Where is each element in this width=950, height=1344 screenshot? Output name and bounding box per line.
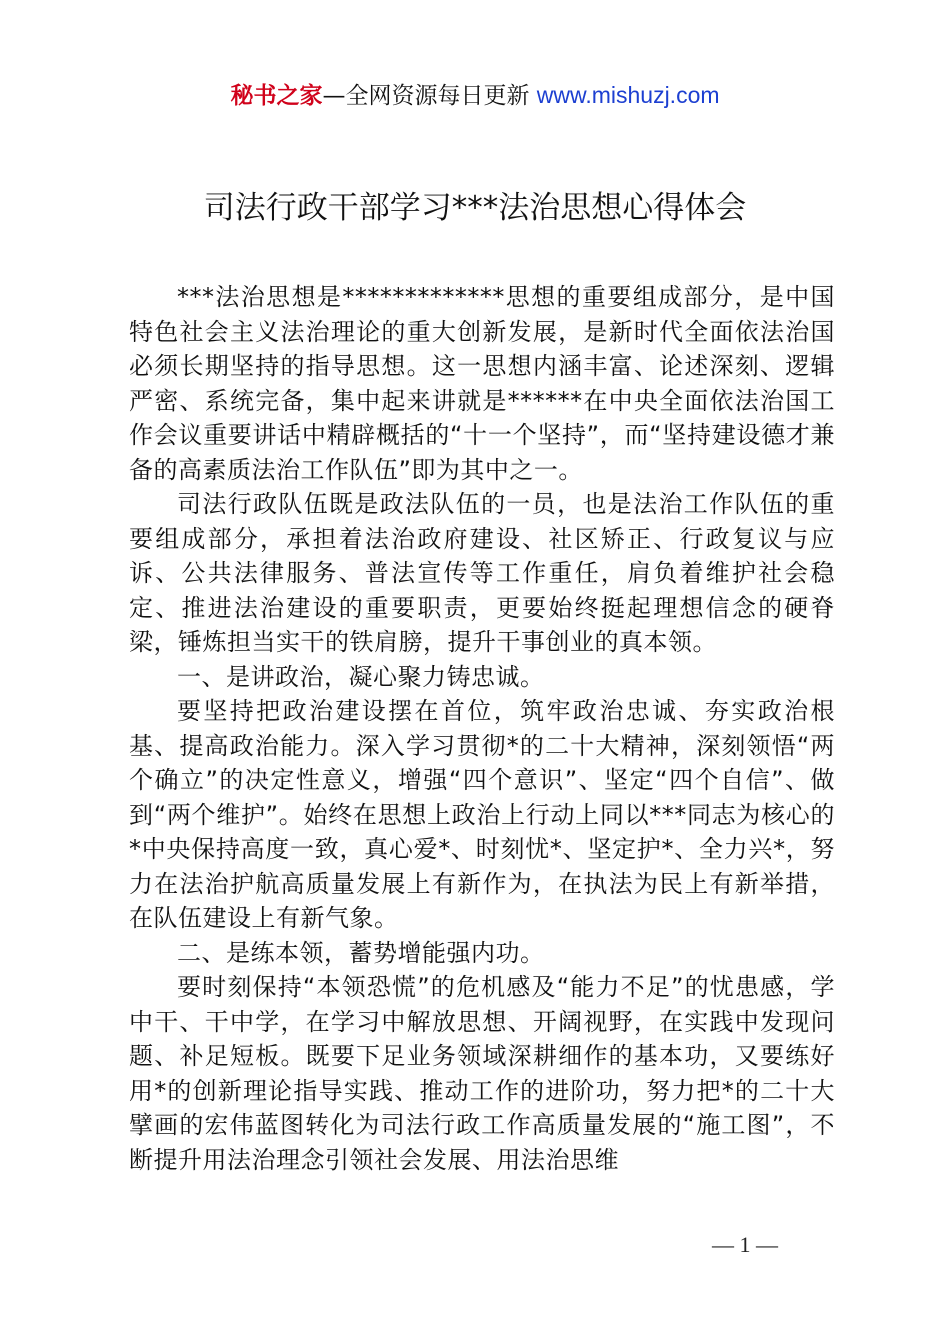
paragraph-intro: ***法治思想是*************思想的重要组成部分，是中国特色社会主义法治理论的重大创新发展，是新时代全面依法治国必须长期坚持的指导思想。这一思想内涵丰富、论述深刻、逻辑严密、系统完备，集中起来讲就是******在中央全面依法治国工作会议重要讲话中精辟概括的“十一个坚持”，而“坚持建设德才兼备的高素质法治工作队伍”即为其中之一。	[129, 283, 835, 484]
section-heading-skills: 二、是练本领，蓄势增能强内功。	[177, 938, 545, 967]
section-heading-politics: 一、是讲政治，凝心聚力铸忠诚。	[177, 662, 545, 691]
site-brand: 秘书之家	[230, 83, 323, 109]
site-url-link[interactable]: www.mishuzj.com	[536, 82, 720, 108]
paragraph-skills: 要时刻保持“本领恐慌”的危机感及“能力不足”的忧患感，学中干、干中学，在学习中解放思想、开阔视野，在实践中发现问题、补足短板。既要下足业务领域深耕细作的基本功，又要练好用*的创新理论指导实践、推动工作的进阶功，努力把*的二十大擘画的宏伟蓝图转化为司法行政工作高质量发展的“施工图”，不断提升用法治理念引领社会发展、用法治思维	[129, 973, 835, 1174]
site-header	[0, 80, 950, 111]
site-tagline: —全网资源每日更新	[322, 83, 537, 109]
document-title: 司法行政干部学习***法治思想心得体会	[203, 190, 747, 226]
page-number: — 1 —	[712, 1232, 778, 1257]
document-body	[129, 280, 835, 1177]
paragraph-team: 司法行政队伍既是政法队伍的一员，也是法治工作队伍的重要组成部分，承担着法治政府建设、社区矫正、行政复议与应诉、公共法律服务、普法宣传等工作重任，肩负着维护社会稳定、推进法治建设的重要职责，更要始终挺起理想信念的硬脊梁，锤炼担当实干的铁肩膀，提升干事创业的真本领。	[129, 490, 835, 656]
paragraph-politics: 要坚持把政治建设摆在首位，筑牢政治忠诚、夯实政治根基、提高政治能力。深入学习贯彻*的二十大精神，深刻领悟“两个确立”的决定性意义，增强“四个意识”、坚定“四个自信”、做到“两个维护”。始终在思想上政治上行动上同以***同志为核心的*中央保持高度一致，真心爱*、时刻忧*、坚定护*、全力兴*，努力在法治护航高质量发展上有新作为，在执法为民上有新举措，在队伍建设上有新气象。	[129, 697, 835, 932]
